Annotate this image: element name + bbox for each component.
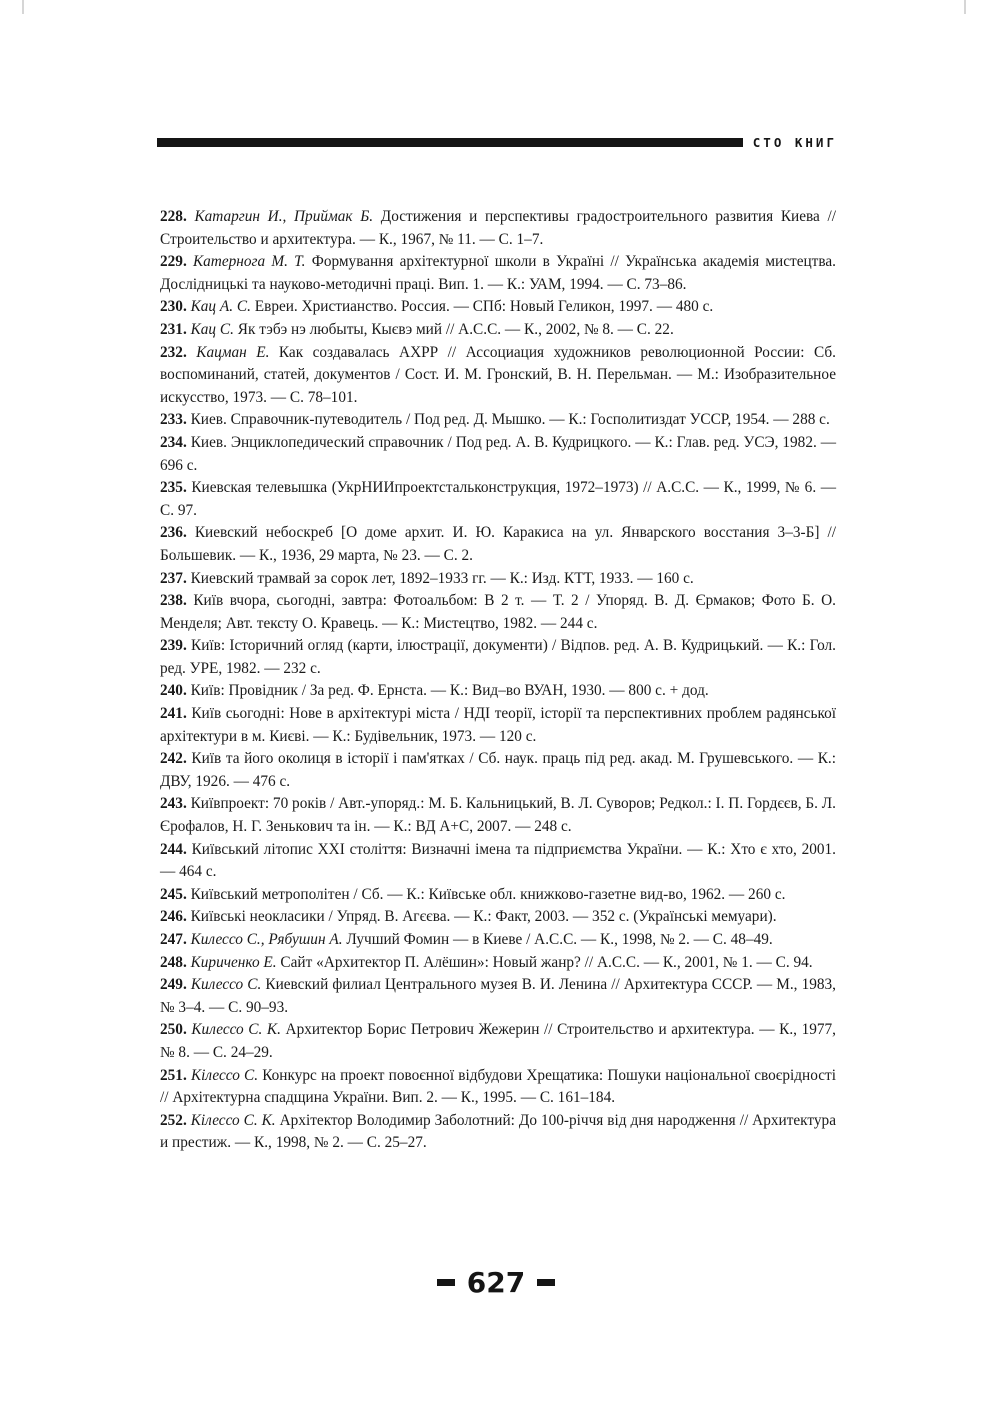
entry-number: 250. xyxy=(160,1021,187,1039)
entry-text: Евреи. Христианство. Россия. — СПб: Новый Геликон, 1997. — 480 с. xyxy=(250,298,714,316)
bibliography-entry xyxy=(160,748,836,793)
entry-number: 235. xyxy=(160,479,187,497)
entry-author: Кириченко Е. xyxy=(190,953,277,971)
bibliography-entry xyxy=(160,522,836,567)
entry-text: Киевский трамвай за сорок лет, 1892–1933 гг. — К.: Изд. КТТ, 1933. — 160 с. xyxy=(190,569,694,587)
bibliography-entry xyxy=(160,929,836,952)
entry-number: 245. xyxy=(160,885,187,903)
entry-text: Киев. Справочник-путеводитель / Под ред. Д. Мышко. — К.: Госполитиздат УССР, 1954. — 288 с. xyxy=(190,411,830,429)
bibliography-entry xyxy=(160,590,836,635)
entry-text: Київ: Провідник / За ред. Ф. Ернста. — К.: Вид–во ВУАН, 1930. — 800 с. + дод. xyxy=(190,682,709,700)
entry-text: Лучший Фомин — в Киеве / А.С.С. — К., 1998, № 2. — С. 48–49. xyxy=(342,931,773,948)
entry-text: Сайт «Архитектор П. Алёшин»: Новый жанр? // А.С.С. — К., 2001, № 1. — С. 94. xyxy=(276,953,813,971)
bibliography-entry xyxy=(160,906,836,929)
entry-text: Киевская телевышка (УкрНИИпроектстальконструкция, 1972–1973) // А.С.С. — К., 1999, № 6. — С. 97. xyxy=(160,479,836,519)
entry-text: Київ та його околиця в історії і пам'ятках / Сб. наук. праць під ред. акад. М. Грушевського. — К.: ДВУ, 1926. — 476 с. xyxy=(160,750,836,790)
bibliography-entry xyxy=(160,342,836,410)
bibliography-entry xyxy=(160,477,836,522)
entry-author: Кілессо С. К. xyxy=(190,1111,276,1129)
entry-number: 230. xyxy=(160,298,187,316)
entry-text: Київський метрополітен / Сб. — К.: Київське обл. книжково-газетне вид-во, 1962. — 260 с. xyxy=(190,885,786,903)
bibliography-entry xyxy=(160,432,836,477)
page-edge-mark-left xyxy=(22,0,24,14)
entry-text: Архітектор Володимир Заболотний: До 100-річчя від дня народження // Архитектура и престиж. — К., 1998, № 2. — С. 25–27. xyxy=(160,1111,836,1152)
entry-author: Кац А. С. xyxy=(190,298,251,316)
page-number: 627 xyxy=(466,1266,526,1299)
entry-number: 237. xyxy=(160,569,187,587)
entry-number: 248. xyxy=(160,953,187,971)
entry-text: Архитектор Борис Петрович Жежерин // Строительство и архитектура. — К., 1977, № 8. — С. 24–29. xyxy=(160,1021,836,1061)
page-footer xyxy=(0,1265,992,1301)
bibliography-entry xyxy=(160,1065,836,1110)
entry-number: 228. xyxy=(160,208,187,225)
entry-author: Килессо С., Рябушин А. xyxy=(190,931,343,948)
entry-number: 229. xyxy=(160,253,187,271)
entry-number: 231. xyxy=(160,320,187,338)
entry-number: 246. xyxy=(160,908,187,926)
bibliography-entry xyxy=(160,1110,836,1155)
entry-author: Кацман Е. xyxy=(196,343,270,361)
entry-text: Київ сьогодні: Нове в архітектурі міста / НДІ теорії, історії та перспективних проблем радянської архітектури в м. Києві. — К.: Будівельник, 1973. — 120 с. xyxy=(160,705,836,745)
bibliography-entry xyxy=(160,1019,836,1064)
entry-number: 240. xyxy=(160,682,187,700)
entry-number: 247. xyxy=(160,931,187,948)
entry-text: Достижения и перспективы градостроительного развития Киева // Строительство и архитектура. — К., 1967, № 11. — С. 1–7. xyxy=(160,208,837,248)
entry-author: Кац С. xyxy=(190,320,234,338)
bibliography-entry xyxy=(160,884,836,907)
entry-author: Килессо С. xyxy=(190,976,262,994)
entry-number: 234. xyxy=(160,433,187,451)
entry-number: 242. xyxy=(160,750,187,768)
entry-number: 251. xyxy=(160,1066,187,1084)
entry-author: Кілессо С. xyxy=(190,1066,259,1084)
header-title: СТО КНИГ xyxy=(752,134,837,150)
bibliography-entry xyxy=(160,635,836,680)
bibliography-entry xyxy=(160,952,836,975)
bibliography-entry xyxy=(160,974,836,1019)
footer-dash-left xyxy=(437,1279,455,1286)
bibliography-entry xyxy=(160,319,836,342)
entry-text: Киев. Энциклопедический справочник / Под ред. А. В. Кудрицкого. — К.: Глав. ред. УСЭ, 1982. — 696 с. xyxy=(160,433,836,474)
bibliography-list xyxy=(160,206,836,1155)
entry-number: 243. xyxy=(160,795,187,813)
entry-text: Як тэбэ нэ любыты, Кыєвэ мий // А.С.С. — К., 2002, № 8. — С. 22. xyxy=(233,320,674,338)
running-header xyxy=(157,134,837,150)
bibliography-entry xyxy=(160,206,836,251)
entry-text: Формування архітектурної школи в Україні // Українська академія мистецтва. Дослідницькі та науково-методичні праці. Вип. 1. — К.: УАМ, 1994. — С. 73–86. xyxy=(160,253,836,293)
entry-number: 244. xyxy=(160,840,187,858)
entry-number: 239. xyxy=(160,637,187,655)
entry-number: 232. xyxy=(160,343,187,361)
bibliography-entry xyxy=(160,296,836,319)
entry-text: Київ: Історичний огляд (карти, ілюстрації, документи) / Відпов. ред. А. В. Кудрицький. — К.: Гол. ред. УРЕ, 1982. — 232 с. xyxy=(160,637,837,677)
bibliography-entry xyxy=(160,251,836,296)
entry-number: 236. xyxy=(160,524,187,542)
entry-number: 241. xyxy=(160,705,187,723)
footer-dash-right xyxy=(537,1279,555,1286)
bibliography-entry xyxy=(160,703,836,748)
entry-text: Киевский филиал Центрального музея В. И. Ленина // Архитектура СССР. — М., 1983, № 3–4. — С. 90–93. xyxy=(160,976,836,1016)
entry-text: Київ вчора, сьогодні, завтра: Фотоальбом: В 2 т. — Т. 2 / Упоряд. В. Д. Єрмаков; Фото Б. О. Менделя; Авт. тексту О. Кравець. — К.: Мистецтво, 1982. — 244 с. xyxy=(160,592,836,632)
bibliography-entry xyxy=(160,409,836,432)
entry-number: 252. xyxy=(160,1111,187,1129)
entry-number: 249. xyxy=(160,976,187,994)
entry-text: Київський літопис XXI століття: Визначні імена та підприємства України. — К.: Хто є хто, 2001. — 464 с. xyxy=(160,840,836,881)
entry-text: Конкурс на проект повоєнної відбудови Хрещатика: Пошуки національної своєрідності // Архітектурна спадщина України. Вип. 2. — К., 1995. — С. 161–184. xyxy=(160,1066,836,1107)
entry-author: Катернога М. Т. xyxy=(193,253,306,271)
bibliography-entry xyxy=(160,793,836,838)
entry-text: Київпроект: 70 років / Авт.-упоряд.: М. Б. Кальницький, В. Л. Суворов; Редкол.: І. П. Гордєєв, Б. Л. Єрофалов, Н. Г. Зенькович та ін. — К.: ВД А+С, 2007. — 248 с. xyxy=(160,795,836,836)
entry-text: Киевский небоскреб [О доме архит. И. Ю. Каракиса на ул. Январского восстания 3–3-Б] // Большевик. — К., 1936, 29 марта, № 23. — С. 2. xyxy=(160,524,836,564)
bibliography-entry xyxy=(160,568,836,591)
entry-author: Килессо С. К. xyxy=(191,1021,281,1039)
entry-number: 238. xyxy=(160,592,187,610)
bibliography-entry xyxy=(160,680,836,703)
entry-text: Київські неокласики / Упряд. В. Агєєва. — К.: Факт, 2003. — 352 с. (Українські мемуари). xyxy=(190,908,777,926)
header-rule xyxy=(157,138,743,147)
bibliography-entry xyxy=(160,839,836,884)
page-edge-mark-right xyxy=(964,0,966,14)
entry-text: Как создавалась АХРР // Ассоциация художников революционной России: Сб. воспоминаний, статей, документов / Сост. И. М. Гронский, В. Н. Перельман. — М.: Изобразительное искусство, 1973. — С. 78–101. xyxy=(160,343,836,406)
entry-author: Катаргин И., Приймак Б. xyxy=(194,208,374,225)
entry-number: 233. xyxy=(160,411,187,429)
